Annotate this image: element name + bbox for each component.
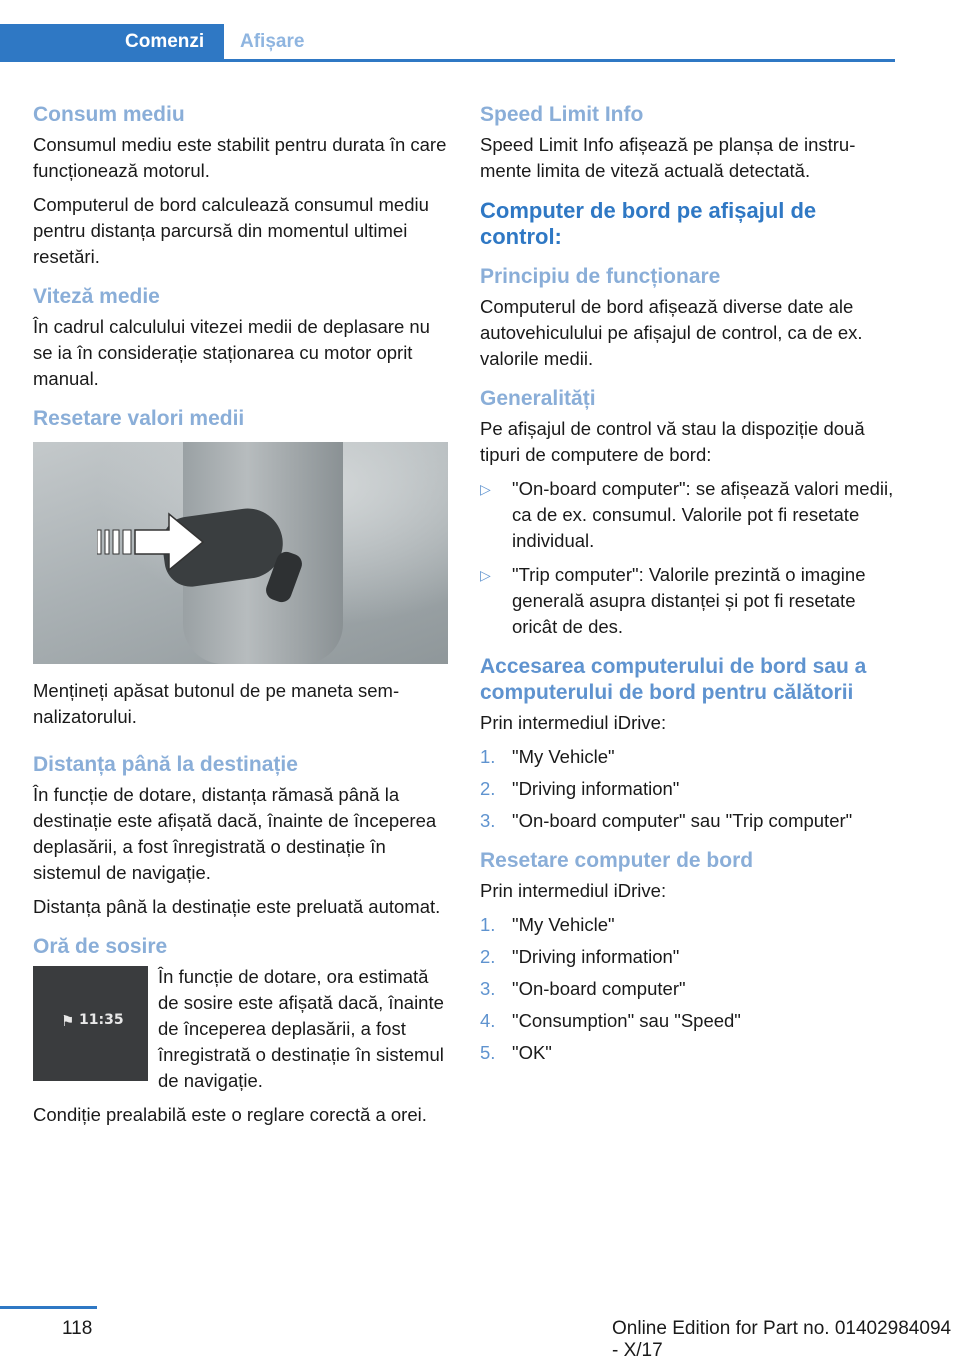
numbered-list-reset <box>480 912 896 1066</box>
list-item: 5. "OK" <box>480 1042 552 1063</box>
edition-note: Online Edition for Part no. 01402984094 - X/17 <box>612 1318 952 1361</box>
heading-principiu: Principiu de funcționare <box>480 265 721 288</box>
list-item: 1. "My Vehicle" <box>480 746 615 767</box>
list-item: 4. "Consumption" sau "Speed" <box>480 1010 741 1031</box>
paragraph: Consumul mediu este stabilit pentru durata în care funcționează motorul. <box>33 134 447 181</box>
list-item: ▷ "On-board computer": se afișează valori medii, ca de ex. consumul. Valorile pot fi resetate individual. <box>480 478 894 551</box>
paragraph: Speed Limit Info afișează pe planșa de instrumente limita de viteză actuală detectată. <box>480 134 856 181</box>
paragraph: Distanța până la destinație este preluată automat. <box>33 896 441 917</box>
heading-computer-de-bord: Computer de bord pe afișajul de control: <box>480 198 817 249</box>
heading-accesare: Accesarea computerului de bord sau a computerului de bord pentru călătorii <box>480 655 867 704</box>
footer-rule <box>0 1306 97 1309</box>
list-item: 1. "My Vehicle" <box>480 914 615 935</box>
heading-resetare-computer: Resetare computer de bord <box>480 849 754 872</box>
paragraph: Computerul de bord afișează diverse date ale autovehiculului pe afișajul de control, ca de ex. valorile medii. <box>480 296 863 369</box>
list-item: ▷ "Trip computer": Valorile prezintă o imagine generală asupra distanței și pot fi resetate oricât de des. <box>480 564 866 637</box>
eta-block <box>33 964 449 1094</box>
heading-resetare-valori: Resetare valori medii <box>33 407 245 430</box>
triangle-bullet-icon: ▷ <box>480 481 491 497</box>
paragraph: Computerul de bord calculează consumul mediu pentru distanța parcursă din momentul ultimei resetări. <box>33 194 429 267</box>
tab-afisare[interactable]: Afișare <box>240 31 305 52</box>
left-column <box>33 102 449 1136</box>
eta-display-image <box>33 966 148 1081</box>
triangle-bullet-icon: ▷ <box>480 567 491 583</box>
list-item: 3. "On-board computer" sau "Trip computer" <box>480 810 853 831</box>
list-item: 3. "On-board computer" <box>480 978 686 999</box>
numbered-list-access <box>480 744 896 834</box>
press-arrow-icon <box>97 512 207 572</box>
paragraph: Mențineți apăsat butonul de pe maneta semnalizatorului. <box>33 680 400 727</box>
paragraph: Pe afișajul de control vă stau la dispoziție două tipuri de computere de bord: <box>480 418 865 465</box>
heading-speed-limit-info: Speed Limit Info <box>480 103 644 126</box>
paragraph: Condiție prealabilă este o reglare corectă a orei. <box>33 1104 427 1125</box>
heading-viteza-medie: Viteză medie <box>33 285 160 308</box>
paragraph: În funcție de dotare, ora estimată de sosire este afișată dacă, înainte de începerea deplasării, a fost înregistrată o destinație în sistemul de navigație. <box>158 966 444 1091</box>
paragraph: În funcție de dotare, distanța rămasă până la destinație este afișată dacă, înainte de începerea deplasării, a fost înregistrată o destinație în sistemul de navigație. <box>33 784 437 883</box>
paragraph: Prin intermediul iDrive: <box>480 712 667 733</box>
bullet-list <box>480 476 896 640</box>
turn-signal-stalk-photo <box>33 442 448 664</box>
tab-bar <box>0 24 895 62</box>
paragraph: În cadrul calculului vitezei medii de deplasare nu se ia în considerație staționarea cu motor oprit manual. <box>33 316 430 389</box>
destination-flag-icon: ⚑ <box>61 1013 75 1030</box>
heading-generalitati: Generalități <box>480 387 596 410</box>
heading-distanta: Distanța până la destinație <box>33 753 298 776</box>
eta-time: 11:35 <box>79 1012 124 1028</box>
heading-ora-sosire: Oră de sosire <box>33 935 168 958</box>
paragraph: Prin intermediul iDrive: <box>480 880 667 901</box>
list-item: 2. "Driving information" <box>480 946 680 967</box>
right-column <box>480 102 896 1074</box>
page-number: 118 <box>62 1318 93 1339</box>
heading-consum-mediu: Consum mediu <box>33 103 185 126</box>
list-item: 2. "Driving information" <box>480 778 680 799</box>
tab-comenzi[interactable]: Comenzi <box>0 24 224 60</box>
